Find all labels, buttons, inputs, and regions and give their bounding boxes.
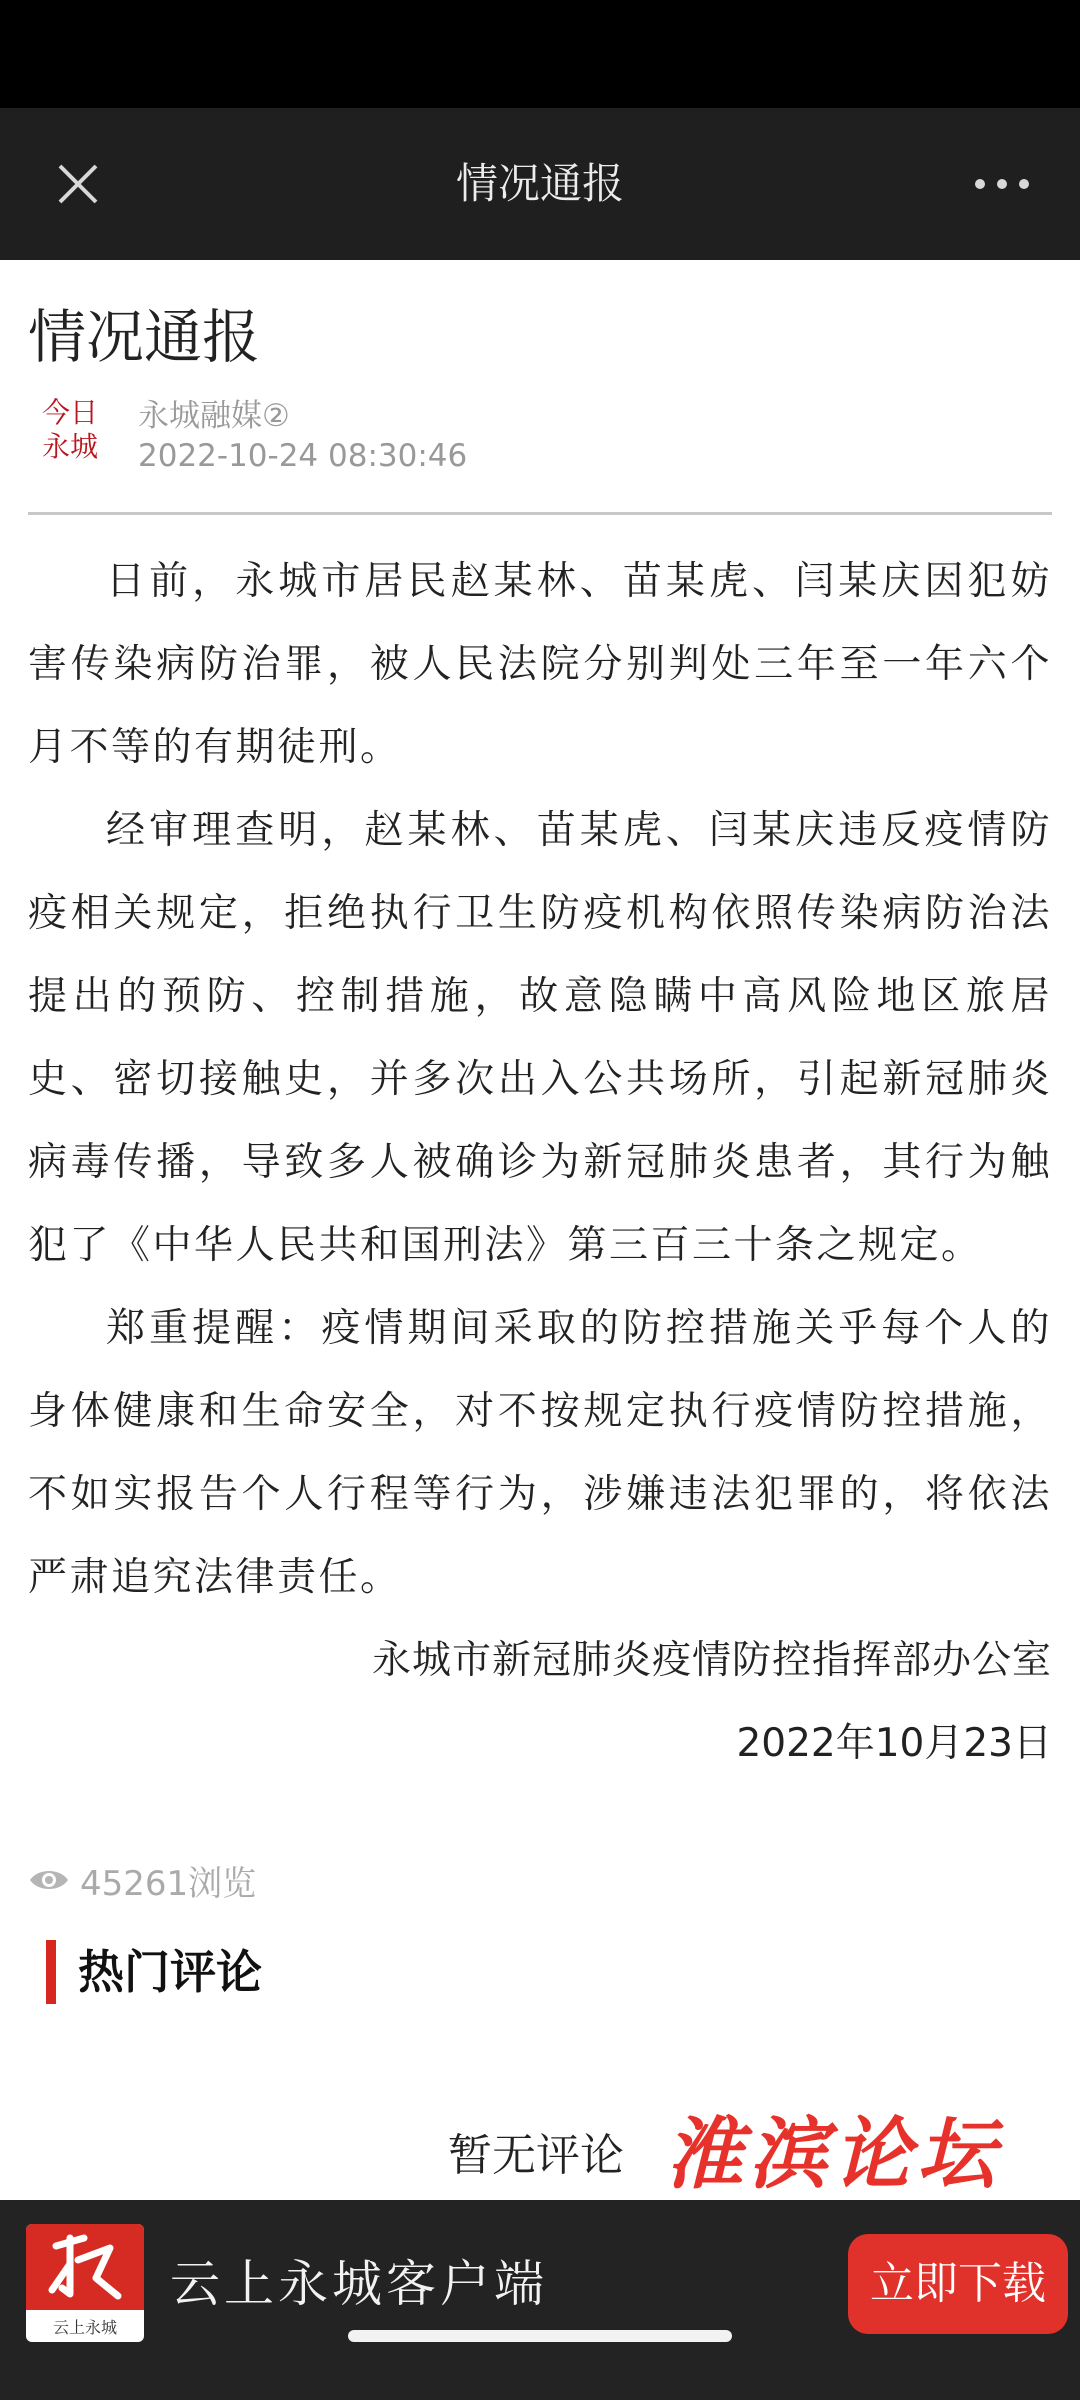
article-body	[28, 540, 1052, 1785]
more-dots-icon	[972, 168, 1032, 200]
source-logo-text-2: 永城	[41, 430, 98, 463]
app-logo	[26, 2224, 144, 2342]
paragraph: 经审理查明，赵某林、苗某虎、闫某庆违反疫情防疫相关规定，拒绝执行卫生防疫机构依照传染病防治法提出的预防、控制措施，故意隐瞒中高风险地区旅居史、密切接触史，并多次出入公共场所，引起新冠肺炎病毒传播，导致多人被确诊为新冠肺炎患者，其行为触犯了《中华人民共和国刑法》第三百三十条之规定。	[28, 808, 1052, 1268]
divider	[28, 512, 1052, 515]
publish-time: 2022-10-24 08:30:46	[138, 438, 468, 474]
signature-org: 永城市新冠肺炎疫情防控指挥部办公室	[371, 1638, 1052, 1683]
app-logo-icon	[26, 2224, 144, 2310]
eye-icon	[28, 1866, 70, 1894]
app-logo-text: 云上永城	[52, 2318, 117, 2337]
download-button[interactable]: 立即下载	[848, 2234, 1068, 2334]
view-count-row	[28, 1852, 256, 1908]
app-name: 云上永城客户端	[170, 2255, 548, 2313]
nav-title: 情况通报	[455, 159, 624, 208]
source-logo-text-1: 今日	[41, 396, 98, 429]
source-logo[interactable]	[30, 390, 110, 470]
article-title: 情况通报	[28, 303, 261, 371]
signature-date: 2022年10月23日	[736, 1721, 1052, 1766]
section-accent-bar	[46, 1940, 56, 2004]
watermark: 淮滨论坛	[665, 2109, 1002, 2200]
article-content	[0, 260, 1080, 2200]
view-count: 45261浏览	[80, 1863, 257, 1904]
paragraph: 日前，永城市居民赵某林、苗某虎、闫某庆因犯妨害传染病防治罪，被人民法院分别判处三年至一年六个月不等的有期徒刑。	[28, 559, 1052, 770]
more-button[interactable]	[972, 168, 1032, 200]
paragraph: 郑重提醒：疫情期间采取的防控措施关乎每个人的身体健康和生命安全，对不按规定执行疫情防控措施，不如实报告个人行程等行为，涉嫌违法犯罪的，将依法严肃追究法律责任。	[28, 1306, 1052, 1600]
home-indicator[interactable]	[348, 2330, 732, 2342]
no-comments-text: 暂无评论	[448, 2130, 624, 2181]
app-download-bar[interactable]	[0, 2200, 1080, 2400]
source-name[interactable]: 永城融媒②	[138, 398, 290, 434]
nav-bar	[0, 108, 1080, 260]
status-bar	[0, 0, 1080, 108]
hot-comments-heading: 热门评论	[78, 1945, 262, 1999]
